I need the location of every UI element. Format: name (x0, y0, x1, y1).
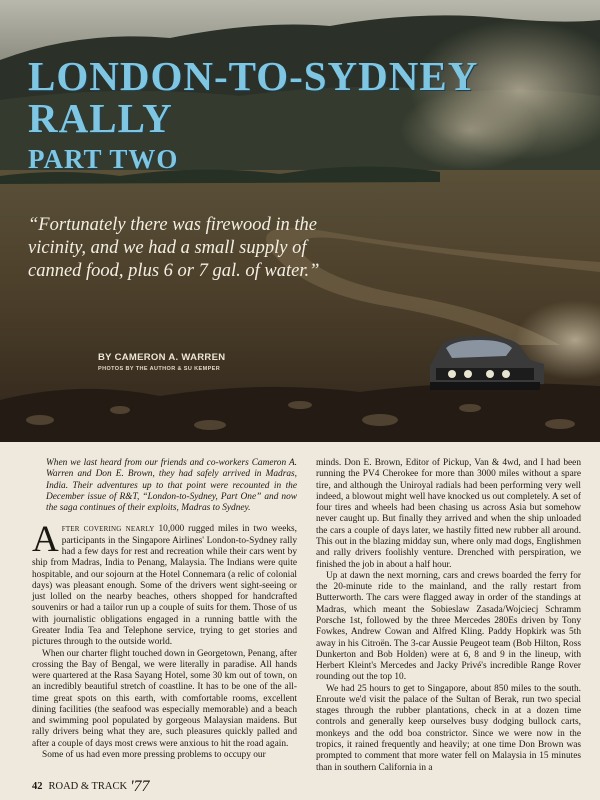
author-byline: BY CAMERON A. WARREN (98, 352, 226, 363)
paragraph-3-start: Some of us had even more pressing problems to occupy our (42, 750, 266, 761)
paragraph-4: Up at dawn the next morning, cars and crews boarded the ferry for the 20-minute ride to the mainland, and the rally restart from Butterworth. The cars were flagged away in order of the standings at Madras, which meant the Sobieslaw Zasada/Wojciecj Schramm Porsche 1st, followed by the three Mercedes 280Es driven by Tony Fowkes, Andrew Cowan and Alfred Kling. Paddy Hopkirk was 5th away in his Citroën. The 3-car Aussie Peugeot team (Bob Hilton, Ross Dunkerton and Bob Holden) were at 6, 8 and 9 in the lineup, with Herbert Kleint's Mercedes and Jacky Privé's incredible Range Rover rounding out the top 10. (316, 570, 581, 683)
drop-cap: A (32, 519, 59, 561)
article-intro: When we last heard from our friends and co-workers Cameron A. Warren and Don E. Brown, they had safely arrived in Madras, India. Their adventures up to that point were recounted in the December issue of R&T, “London-to-Sydney, Part One” and now the saga continues of their exploits, Madras to Sydney. (46, 458, 297, 514)
page-footer (32, 778, 150, 796)
paragraph-1-lead: fter covering nearly (61, 524, 155, 535)
paragraph-3-continued: minds. Don E. Brown, Editor of Pickup, Van & 4wd, and I had been running the PV4 Cherokee for more than 3000 miles without a spare tire, and although the Uniroyal radials had been performing very well indeed, a blowout might well have knocked us out completely. A set of four tires and wheels had been chasing us across Asia but somehow never caught up. But finally they arrived and when the ship unloaded the cars a couple of days later, we hastily fitted new rubber all around. This out in the blazing midday sun, where only mad dogs, Englishmen and rally drivers foolishly venture. Drenched with perspiration, we finished the job in about a half hour. (316, 458, 581, 570)
text-column-left (32, 458, 297, 761)
article-title-line-2: RALLY (28, 95, 173, 141)
paragraph-1-text: 10,000 rugged miles in two weeks, participants in the Singapore Airlines' London-to-Sydney rally had a few days for rest and recreation while their cars went by ship from Madras, India to Penang, Malaysia. The Indians were quite hospitable, and our sojourn at the Hotel Connemara (a relic of colonial days) was pleasant enough. Some of the drivers went sight-seeing or just lolled on the nearby beaches, others shopped for handcrafted souvenirs or had a tailor run up a couple of suits for them. Those of us with journalistic obligations engaged in a running battle with the Greater India Tea and Telephone service, trying to get stories and pictures through to the outside world. (32, 524, 297, 648)
pull-quote: “Fortunately there was firewood in the vicinity, and we had a small supply of canned food, plus 6 or 7 gal. of water.” (28, 215, 320, 281)
paragraph-2: When our charter flight touched down in Georgetown, Penang, after crossing the Bay of Bengal, we were literally in paradise. All hands were quartered at the Rasa Sayang Hotel, some 30 km out of town, on an incredibly beautiful stretch of coastline. It has to be one of the all-time great spots on this earth, with comfortable rooms, excellent dining facilities (the seafood was especially memorable) and a beach and swimming pool populated by gorgeous Malaysian maidens. But rally drivers being what they are, such pleasures quickly palled and after a couple of days most crews were anxious to hit the road again. (32, 648, 297, 749)
article-title-line-1: LONDON-TO-SYDNEY (28, 53, 479, 99)
paragraph-1 (32, 519, 297, 648)
publication-year: '77 (130, 778, 150, 795)
page-number: 42 (32, 781, 43, 792)
text-column-right (316, 458, 581, 774)
magazine-name: ROAD & TRACK (48, 781, 128, 792)
paragraph-5: We had 25 hours to get to Singapore, about 850 miles to the south. Enroute we'd visit the palace of the Sultan of Berak, run two special stages through the rubber plantations, check in at a dozen time controls and generally keep ourselves busy dodging bullock carts, monkeys and the odd boa constrictor. Since we were now in the tropics, it rained frequently and heavily; at one time Don Brown was prompted to comment that more water fell on Malaysia in 15 minutes than in southern California in a (316, 683, 581, 773)
article-subtitle-part-two: PART TWO (28, 144, 179, 174)
photo-credit: PHOTOS BY THE AUTHOR & SU KEMPER (98, 366, 221, 372)
